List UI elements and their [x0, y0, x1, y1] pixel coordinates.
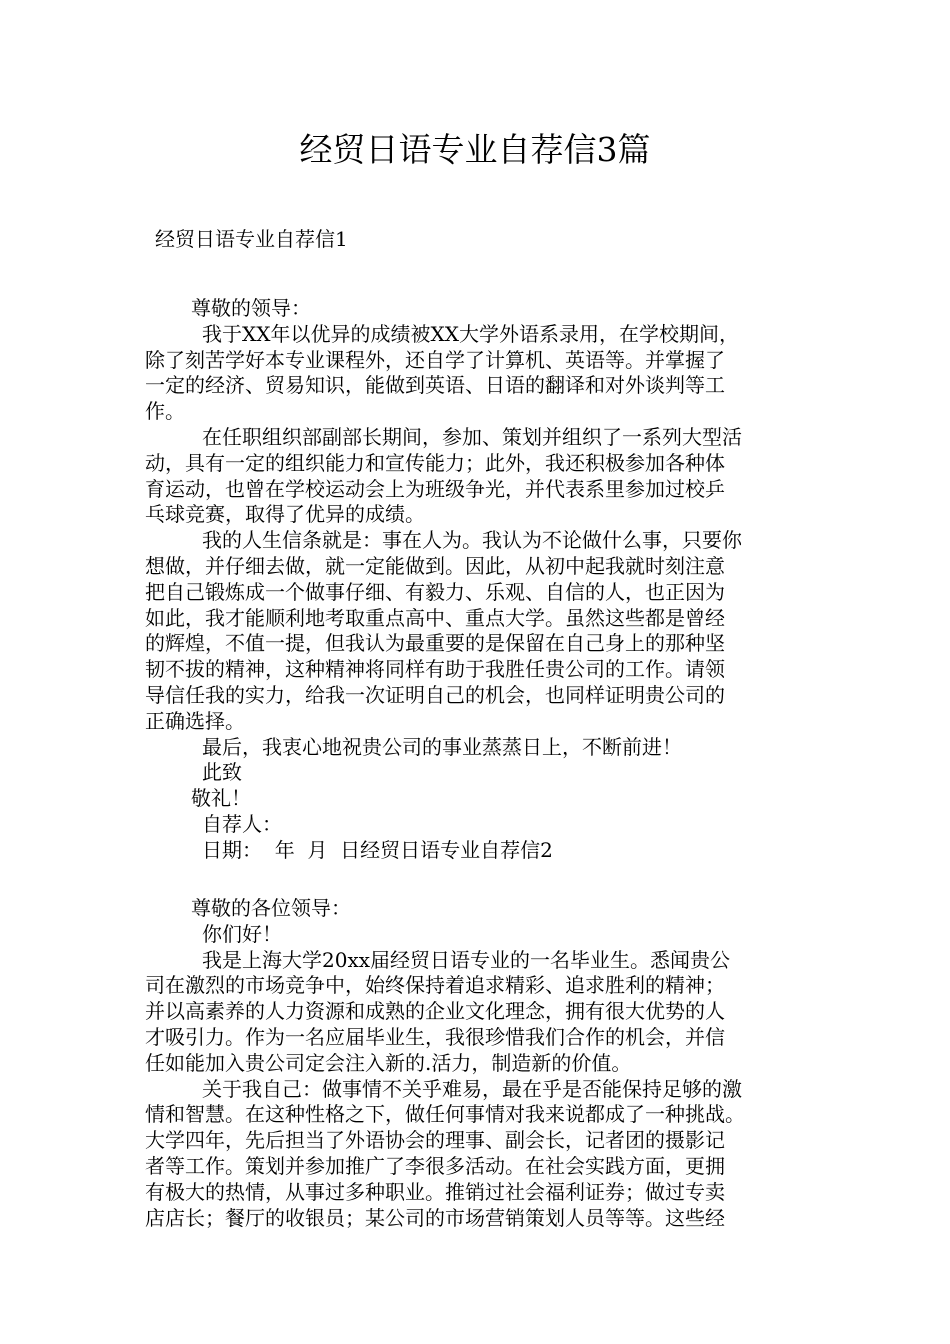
letter1-closing-wish: 最后，我衷心地祝贵公司的事业蒸蒸日上，不断前进！ [202, 734, 682, 759]
letter1-line: 一定的经济、贸易知识，能做到英语、日语的翻译和对外谈判等工 [145, 373, 725, 398]
letter2-line: 情和智慧。在这种性格之下，做任何事情对我来说都成了一种挑战。 [145, 1102, 745, 1127]
letter2-salutation: 尊敬的各位领导： [191, 896, 351, 920]
letter1-line: 如此，我才能顺利地考取重点高中、重点大学。虽然这些都是曾经 [145, 605, 725, 630]
letter2-line: 才吸引力。作为一名应届毕业生，我很珍惜我们合作的机会，并信 [145, 1024, 725, 1049]
letter1-line: 想做，并仔细去做，就一定能做到。因此，从初中起我就时刻注意 [145, 553, 725, 578]
letter1-line: 我的人生信条就是：事在人为。我认为不论做什么事，只要你 [202, 528, 742, 553]
letter1-line: 韧不拔的精神，这种精神将同样有助于我胜任贵公司的工作。请领 [145, 657, 725, 682]
letter1-line: 导信任我的实力，给我一次证明自己的机会，也同样证明贵公司的 [145, 682, 725, 707]
letter1-body [145, 296, 825, 864]
letter1-line: 正确选择。 [145, 708, 245, 733]
letter2-line: 我是上海大学20xx届经贸日语专业的一名毕业生。悉闻贵公 [202, 947, 731, 972]
letter1-line: 作。 [145, 399, 185, 424]
letter2-line: 关于我自己：做事情不关乎难易，最在乎是否能保持足够的激 [202, 1076, 742, 1101]
letter1-date-line: 日期： 年 月 日经贸日语专业自荐信2 [202, 837, 553, 862]
letter2-line: 任如能加入贵公司定会注入新的.活力，制造新的价值。 [145, 1050, 632, 1075]
letter1-line: 动，具有一定的组织能力和宣传能力；此外，我还积极参加各种体 [145, 450, 725, 475]
letter1-line: 除了刻苦学好本专业课程外，还自学了计算机、英语等。并掌握了 [145, 347, 725, 372]
letter2-body [145, 896, 825, 1231]
letter1-line: 在任职组织部副部长期间，参加、策划并组织了一系列大型活 [202, 424, 742, 449]
letter2-greeting: 你们好！ [202, 921, 282, 946]
letter1-salutation: 尊敬的领导： [191, 296, 311, 320]
letter1-line: 的辉煌，不值一提，但我认为最重要的是保留在自己身上的那种坚 [145, 631, 725, 656]
letter2-line: 店店长；餐厅的收银员；某公司的市场营销策划人员等等。这些经 [145, 1205, 725, 1230]
letter2-line: 大学四年，先后担当了外语协会的理事、副会长，记者团的摄影记 [145, 1128, 725, 1153]
letter2-line: 并以高素养的人力资源和成熟的企业文化理念，拥有很大优势的人 [145, 999, 725, 1024]
letter1-line: 把自己锻炼成一个做事仔细、有毅力、乐观、自信的人，也正因为 [145, 579, 725, 604]
letter1-line: 乓球竞赛，取得了优异的成绩。 [145, 502, 425, 527]
letter1-line: 我于XX年以优异的成绩被XX大学外语系录用，在学校期间， [202, 321, 739, 346]
letter2-line: 司在激烈的市场竞争中，始终保持着追求精彩、追求胜利的精神； [145, 973, 725, 998]
letter1-heading: 经贸日语专业自荐信1 [155, 227, 348, 251]
letter2-line: 有极大的热情，从事过多种职业。推销过社会福利证券；做过专卖 [145, 1179, 725, 1204]
letter1-signature-label: 自荐人： [202, 811, 282, 836]
letter2-line: 者等工作。策划并参加推广了李很多活动。在社会实践方面，更拥 [145, 1153, 725, 1178]
letter1-closing-jingli: 敬礼！ [191, 786, 251, 811]
letter1-closing-cizhi: 此致 [202, 760, 242, 785]
document-title: 经贸日语专业自荐信3篇 [299, 130, 651, 169]
letter1-line: 育运动，也曾在学校运动会上为班级争光，并代表系里参加过校乒 [145, 476, 725, 501]
